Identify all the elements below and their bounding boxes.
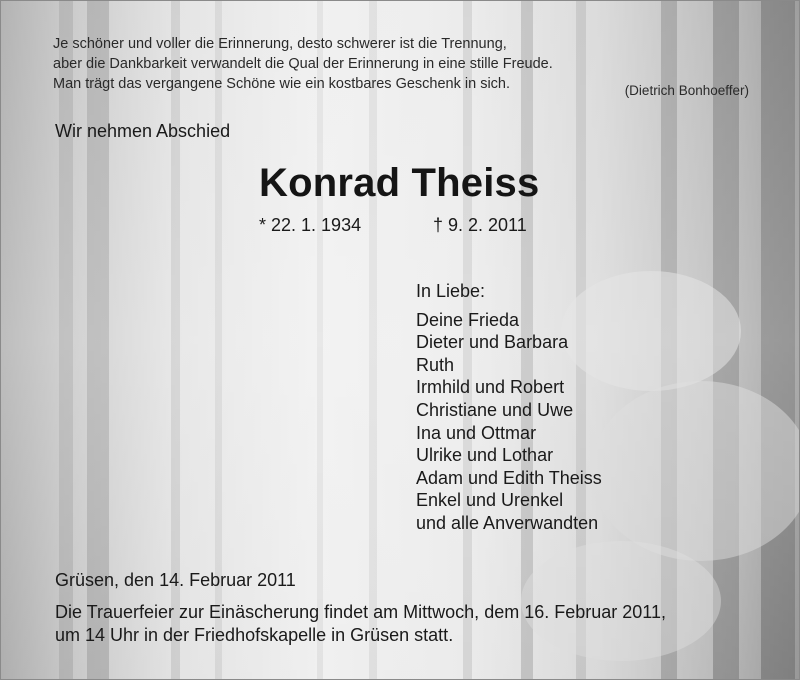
list-item: Irmhild und Robert — [416, 377, 565, 398]
mourners-intro: In Liebe: — [416, 281, 486, 301]
list-item: Deine Frieda — [416, 309, 520, 330]
quote-text — [53, 34, 553, 94]
birth-date: * 22. 1. 1934 — [259, 215, 362, 235]
deceased-name: Konrad Theiss — [259, 161, 540, 205]
farewell-heading: Wir nehmen Abschied — [55, 121, 231, 141]
place-and-date: Grüsen, den 14. Februar 2011 — [55, 570, 296, 590]
list-item: Ulrike und Lothar — [416, 445, 554, 466]
death-date: † 9. 2. 2011 — [433, 215, 527, 235]
ceremony-line: um 14 Uhr in der Friedhofskapelle in Grüsen statt. — [55, 625, 454, 645]
list-item: Ruth — [416, 354, 455, 375]
mourners-list — [416, 280, 602, 535]
list-item: Adam und Edith Theiss — [416, 467, 602, 488]
quote-line: Je schöner und voller die Erinnerung, desto schwerer ist die Trennung, — [53, 36, 507, 52]
list-item: Dieter und Barbara — [416, 332, 569, 353]
quote-author: (Dietrich Bonhoeffer) — [624, 83, 749, 98]
quote-line: aber die Dankbarkeit verwandelt die Qual der Erinnerung in eine stille Freude. — [53, 56, 553, 72]
ceremony-info — [55, 601, 666, 647]
list-item: Christiane und Uwe — [416, 399, 574, 420]
list-item: und alle Anverwandten — [416, 512, 599, 533]
ceremony-line: Die Trauerfeier zur Einäscherung findet am Mittwoch, dem 16. Februar 2011, — [55, 602, 666, 622]
quote-line: Man trägt das vergangene Schöne wie ein kostbares Geschenk in sich. — [53, 76, 511, 92]
list-item: Ina und Ottmar — [416, 422, 537, 443]
list-item: Enkel und Urenkel — [416, 490, 564, 511]
